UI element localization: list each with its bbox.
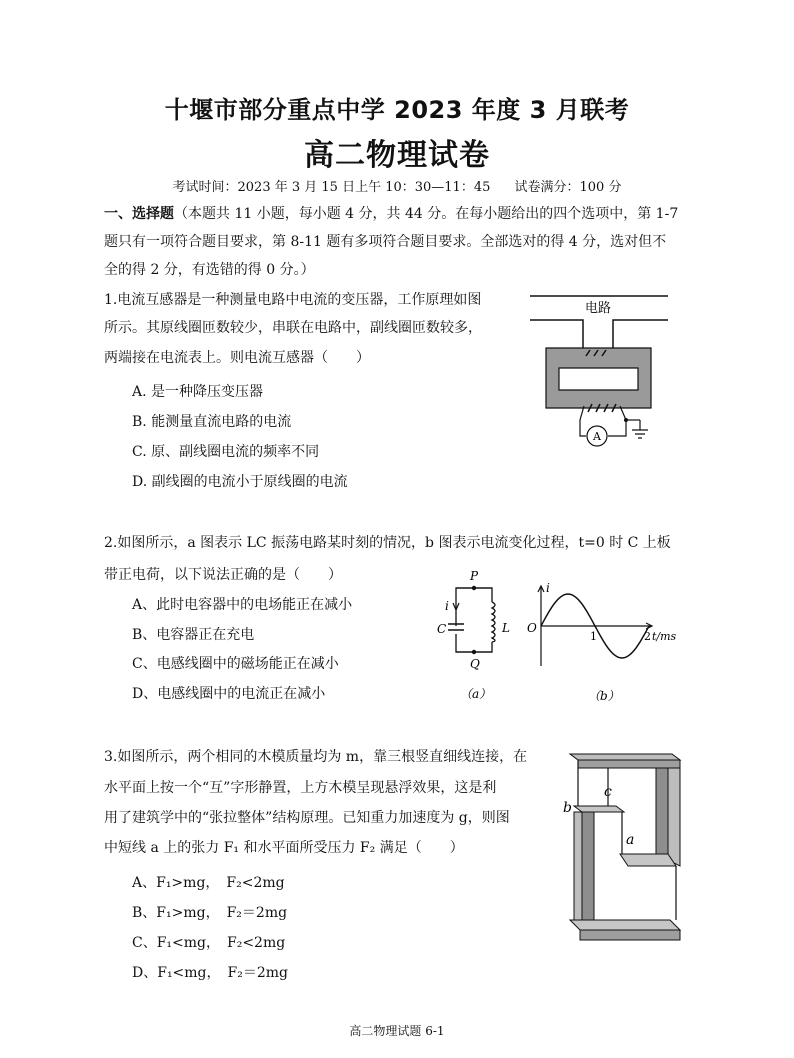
ground-symbol (632, 430, 648, 438)
iron-core (546, 348, 651, 408)
q3-option-a: A、F₁>mg， F₂<2mg (132, 875, 285, 891)
q1-stem-line1: 1.电流互感器是一种测量电路中电流的变压器，工作原理如图 (104, 292, 482, 308)
upper-model-column (656, 768, 668, 860)
graph-t-unit: t/ms (652, 630, 677, 643)
page-footer: 高二物理试题 6-1 (349, 1024, 445, 1038)
q1-option-a: A. 是一种降压变压器 (132, 384, 264, 400)
lower-model-top (574, 806, 624, 812)
q3-option-b: B、F₁>mg， F₂＝2mg (132, 905, 288, 921)
q3-option-c: C、F₁<mg， F₂<2mg (132, 935, 286, 951)
exam-meta (0, 176, 794, 195)
full-score: 试卷满分：100 分 (514, 180, 622, 195)
q3-stem-line1: 3.如图所示，两个相同的木模质量均为 m，靠三根竖直细线连接，在 (104, 749, 528, 765)
q2-option-c: C、电感线圈中的磁场能正在减小 (132, 656, 339, 672)
current-transformer-figure (528, 290, 678, 460)
circuit-label: 电路 (584, 301, 612, 316)
lower-model-column (582, 812, 594, 920)
tensegrity-figure (560, 750, 688, 950)
lc-circuit-figure (434, 566, 524, 706)
q2-stem-line1: 2.如图所示，a 图表示 LC 振荡电路某时刻的情况，b 图表示电流变化过程，t=0 时 C 上板 (104, 535, 671, 551)
graph-tick-1: 1 (590, 630, 597, 643)
label-a: a (626, 832, 635, 848)
q1-option-c: C. 原、副线圈电流的频率不同 (132, 444, 320, 460)
label-c: c (604, 784, 612, 800)
exam-time: 考试时间：2023 年 3 月 15 日上午 10：30—11：45 (172, 180, 491, 195)
point-q (472, 650, 476, 654)
caption-b: （b） (588, 689, 620, 703)
section-heading: 一、选择题 (104, 206, 174, 222)
q3-stem-line4: 中短线 a 上的张力 F₁ 和水平面所受压力 F₂ 满足（ ） (104, 840, 464, 856)
label-i: i (445, 599, 449, 613)
q1-stem-line3: 两端接在电流表上。则电流互感器（ ） (104, 350, 370, 366)
q1-option-d: D. 副线圈的电流小于原线圈的电流 (132, 474, 348, 490)
exam-title: 十堰市部分重点中学 2023 年度 3 月联考 (164, 96, 630, 124)
q2-stem-line2: 带正电荷，以下说法正确的是（ ） (104, 567, 342, 583)
label-b: b (563, 800, 572, 816)
subject-title: 高二物理试卷 (304, 138, 490, 173)
point-p (472, 586, 476, 590)
section-intro-line2: 题只有一项符合题目要求，第 8-11 题有多项符合题目要求。全部选对的得 4 分，选对但不 (104, 234, 667, 250)
lower-model-base (570, 920, 680, 930)
q3-option-d: D、F₁<mg， F₂＝2mg (132, 965, 288, 981)
graph-label-i: i (546, 582, 550, 595)
q3-stem-line3: 用了建筑学中的“张拉整体”结构原理。已知重力加速度为 g，则图 (104, 810, 510, 826)
q2-option-d: D、电感线圈中的电流正在减小 (132, 686, 326, 702)
q1-option-b: B. 能测量直流电路的电流 (132, 414, 292, 430)
caption-a: （a） (460, 687, 492, 701)
label-c: C (437, 622, 447, 636)
graph-origin: O (527, 621, 537, 635)
upper-model-top (570, 754, 680, 760)
section-intro-text1: （本题共 11 小题，每小题 4 分，共 44 分。在每小题给出的四个选项中，第 1-7 (174, 206, 679, 222)
q1-stem-line2: 所示。其原线圈匝数较少，串联在电路中，副线圈匝数较多， (104, 320, 482, 336)
label-q: Q (470, 657, 480, 671)
q2-option-a: A、此时电容器中的电场能正在减小 (132, 597, 353, 613)
q3-stem-line2: 水平面上按一个“互”字形静置，上方木模呈现悬浮效果，这是利 (104, 780, 497, 796)
current-time-graph (524, 582, 684, 706)
q2-option-b: B、电容器正在充电 (132, 627, 255, 643)
section-intro-line1 (104, 202, 678, 226)
upper-model-bottom (620, 854, 676, 866)
ammeter-label: A (593, 430, 601, 443)
section-intro-line3: 全的得 2 分，有选错的得 0 分。） (104, 262, 315, 278)
label-l: L (502, 621, 510, 635)
label-p: P (470, 569, 479, 583)
graph-tick-2: 2 (644, 630, 651, 643)
